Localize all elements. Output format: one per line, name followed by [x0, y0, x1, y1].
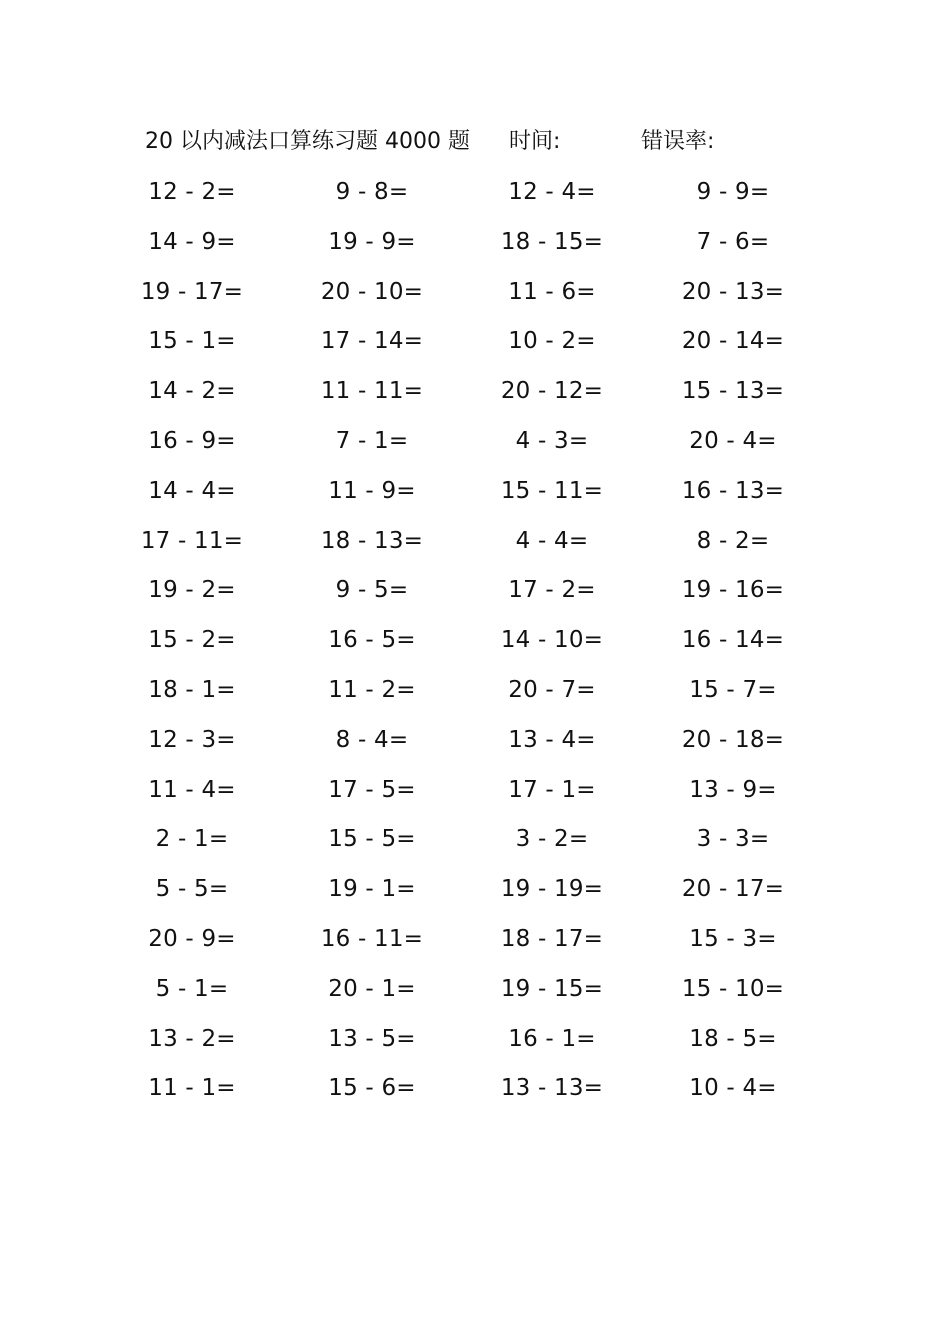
problem-cell: 14 - 2=: [148, 378, 236, 405]
problem-row: [0, 521, 950, 571]
problem-cell: 15 - 6=: [328, 1075, 416, 1102]
problem-cell: 17 - 1=: [508, 776, 596, 803]
problem-cell: 18 - 17=: [500, 925, 604, 952]
problem-cell: 5 - 1=: [155, 975, 229, 1002]
worksheet-header: [0, 124, 950, 160]
problem-cell: 17 - 5=: [328, 776, 416, 803]
problem-cell: 4 - 3=: [515, 427, 589, 454]
problem-row: [0, 770, 950, 820]
problem-cell: 19 - 16=: [681, 577, 785, 604]
problem-cell: 4 - 4=: [515, 527, 589, 554]
problem-cell: 12 - 4=: [508, 179, 596, 205]
problem-cell: 15 - 10=: [681, 975, 785, 1002]
problem-cell: 20 - 7=: [508, 676, 596, 703]
problem-cell: 20 - 4=: [689, 427, 777, 454]
problem-cell: 2 - 1=: [155, 826, 229, 853]
problem-cell: 17 - 14=: [320, 328, 424, 355]
error-rate-label: 错误率:: [641, 129, 715, 154]
problem-cell: 20 - 10=: [320, 278, 424, 305]
problem-row: [0, 819, 950, 869]
problem-cell: 14 - 10=: [500, 627, 604, 654]
problem-cell: 19 - 17=: [140, 278, 244, 305]
problem-row: [0, 869, 950, 919]
problem-cell: 3 - 2=: [515, 826, 589, 853]
problem-cell: 19 - 2=: [148, 577, 236, 604]
problem-row: [0, 172, 950, 222]
problem-cell: 16 - 11=: [320, 925, 424, 952]
problem-cell: 19 - 15=: [500, 975, 604, 1002]
problem-cell: 18 - 13=: [320, 527, 424, 554]
problem-cell: 14 - 4=: [148, 477, 236, 504]
problem-row: [0, 321, 950, 371]
time-label: 时间:: [509, 129, 561, 154]
problem-cell: 3 - 3=: [696, 826, 770, 853]
worksheet-title: 20 以内减法口算练习题 4000 题: [145, 129, 470, 154]
problem-cell: 19 - 19=: [500, 876, 604, 903]
problem-cell: 18 - 1=: [148, 676, 236, 703]
problem-cell: 14 - 9=: [148, 228, 236, 255]
problem-cell: 20 - 14=: [681, 328, 785, 355]
problem-cell: 5 - 5=: [155, 876, 229, 903]
problem-cell: 16 - 14=: [681, 627, 785, 654]
problem-cell: 15 - 7=: [689, 676, 777, 703]
problem-cell: 9 - 5=: [335, 577, 409, 604]
problem-cell: 18 - 5=: [689, 1025, 777, 1052]
problem-cell: 15 - 11=: [500, 477, 604, 504]
problem-cell: 10 - 4=: [689, 1075, 777, 1102]
problem-cell: 8 - 4=: [335, 726, 409, 753]
problem-cell: 8 - 2=: [696, 527, 770, 554]
problem-cell: 17 - 11=: [140, 527, 244, 554]
problem-cell: 7 - 1=: [335, 427, 409, 454]
problem-cell: 20 - 1=: [328, 975, 416, 1002]
problem-cell: 15 - 2=: [148, 627, 236, 654]
problem-cell: 20 - 13=: [681, 278, 785, 305]
problem-row: [0, 720, 950, 770]
problem-cell: 9 - 9=: [696, 179, 770, 205]
problem-cell: 17 - 2=: [508, 577, 596, 604]
problem-cell: 11 - 11=: [320, 378, 424, 405]
problem-cell: 9 - 8=: [335, 179, 409, 205]
problem-cell: 16 - 9=: [148, 427, 236, 454]
problem-cell: 20 - 12=: [500, 378, 604, 405]
problem-cell: 19 - 1=: [328, 876, 416, 903]
problem-cell: 20 - 17=: [681, 876, 785, 903]
problem-cell: 13 - 4=: [508, 726, 596, 753]
problem-cell: 16 - 1=: [508, 1025, 596, 1052]
problem-cell: 15 - 13=: [681, 378, 785, 405]
problem-row: [0, 371, 950, 421]
problem-row: [0, 670, 950, 720]
problem-row: [0, 222, 950, 272]
problem-cell: 13 - 2=: [148, 1025, 236, 1052]
problem-grid: [0, 172, 950, 1118]
problem-cell: 20 - 18=: [681, 726, 785, 753]
problem-cell: 11 - 6=: [508, 278, 596, 305]
problem-cell: 10 - 2=: [508, 328, 596, 355]
problem-cell: 15 - 5=: [328, 826, 416, 853]
problem-cell: 19 - 9=: [328, 228, 416, 255]
problem-cell: 11 - 9=: [328, 477, 416, 504]
problem-cell: 7 - 6=: [696, 228, 770, 255]
problem-cell: 20 - 9=: [148, 925, 236, 952]
problem-cell: 16 - 5=: [328, 627, 416, 654]
problem-cell: 13 - 13=: [500, 1075, 604, 1102]
problem-row: [0, 421, 950, 471]
problem-row: [0, 620, 950, 670]
problem-row: [0, 272, 950, 322]
problem-cell: 13 - 5=: [328, 1025, 416, 1052]
problem-cell: 11 - 1=: [148, 1075, 236, 1102]
problem-cell: 13 - 9=: [689, 776, 777, 803]
problem-row: [0, 471, 950, 521]
problem-cell: 18 - 15=: [500, 228, 604, 255]
problem-row: [0, 969, 950, 1019]
problem-cell: 15 - 1=: [148, 328, 236, 355]
problem-cell: 12 - 3=: [148, 726, 236, 753]
problem-cell: 15 - 3=: [689, 925, 777, 952]
problem-cell: 11 - 4=: [148, 776, 236, 803]
problem-cell: 12 - 2=: [148, 179, 236, 205]
problem-cell: 11 - 2=: [328, 676, 416, 703]
problem-row: [0, 570, 950, 620]
problem-cell: 16 - 13=: [681, 477, 785, 504]
problem-row: [0, 919, 950, 969]
problem-row: [0, 1019, 950, 1069]
problem-row: [0, 1068, 950, 1118]
